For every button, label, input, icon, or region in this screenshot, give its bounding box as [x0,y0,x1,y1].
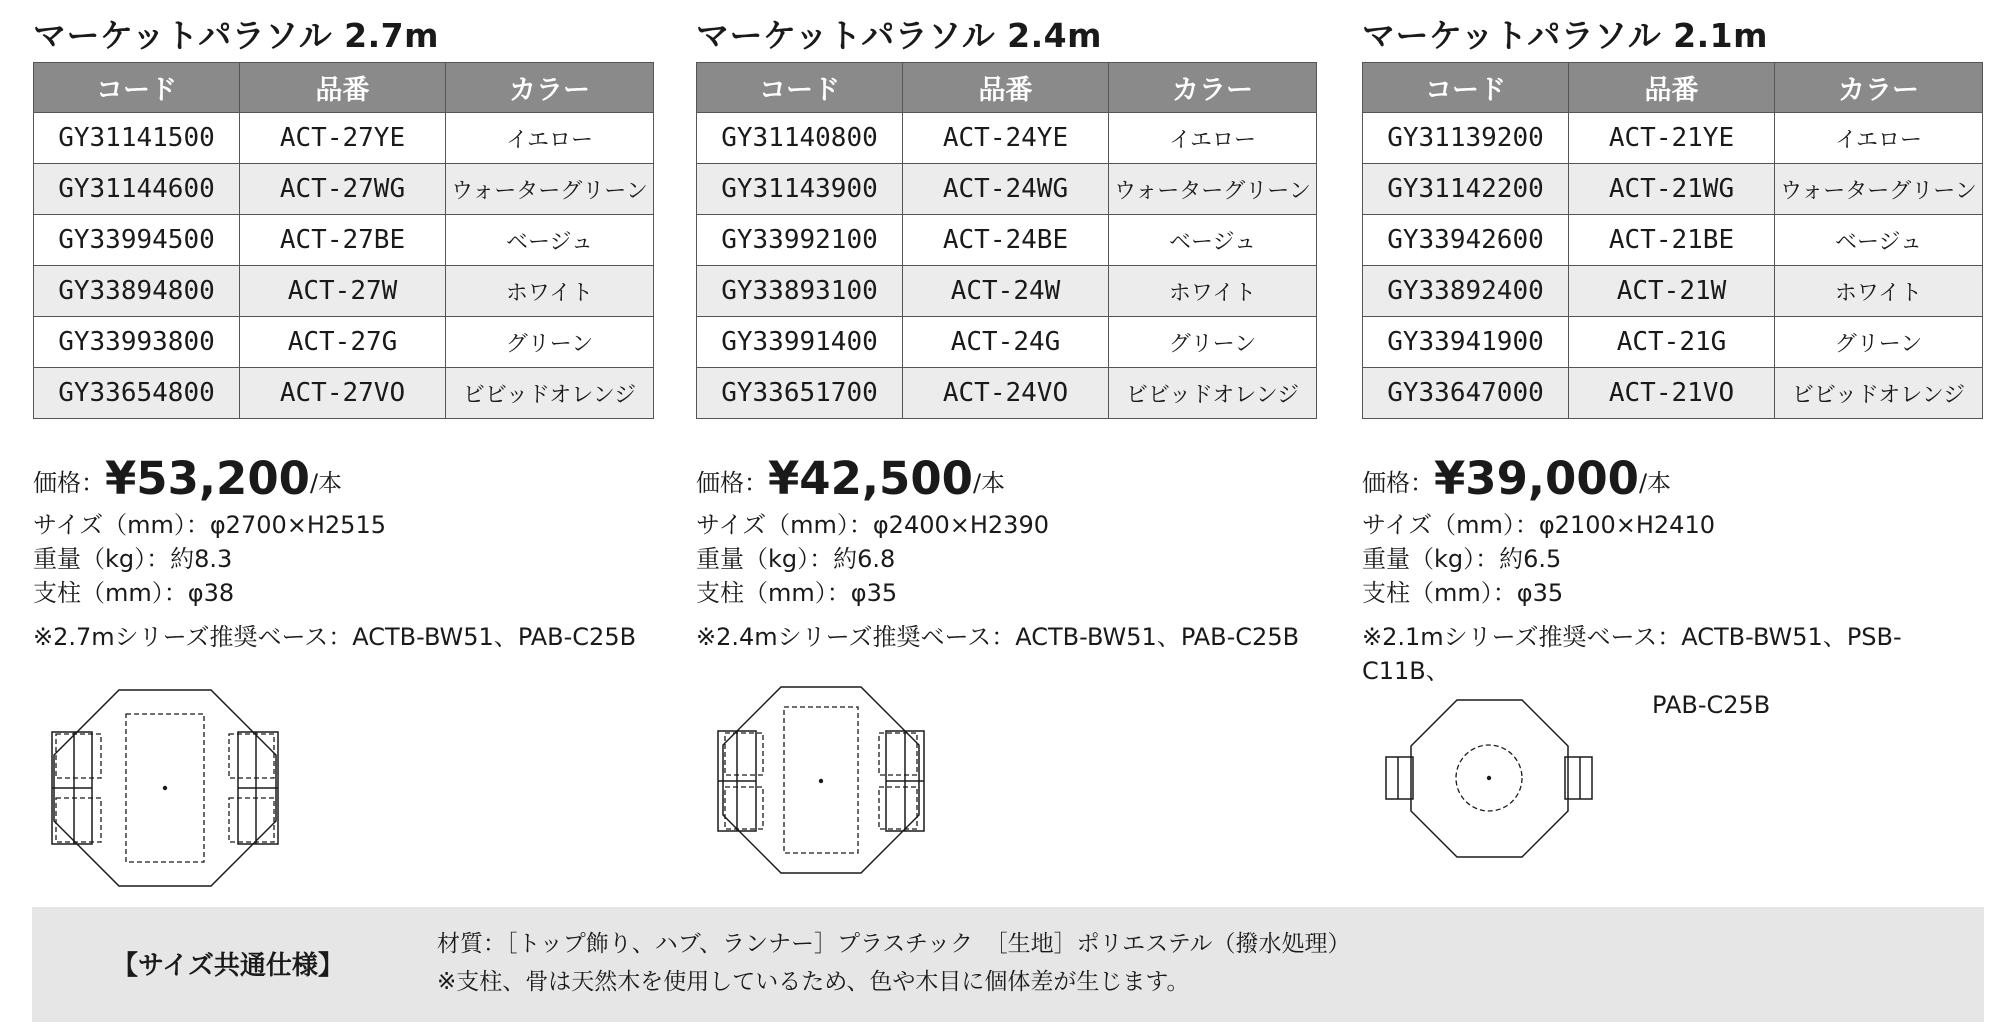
weight-value: 約6.8 [833,545,896,573]
table-row [1363,164,1983,215]
part-cell: ACT-21BE [1569,215,1775,266]
code-cell: GY33991400 [697,317,903,368]
pole-line [696,576,1049,610]
spec-table [696,62,1317,419]
header-code: コード [34,63,240,113]
part-cell: ACT-27W [240,266,446,317]
common-spec-heading: 【サイズ共通仕様】 [112,951,344,981]
weight-label: 重量（kg）： [696,545,834,573]
table-row [34,317,654,368]
table-row [1363,113,1983,164]
part-cell: ACT-24YE [903,113,1109,164]
table-row [1363,266,1983,317]
pole-line [1362,576,1715,610]
table-header-row [1363,63,1983,113]
price-line [33,452,342,505]
part-cell: ACT-21VO [1569,368,1775,419]
part-cell: ACT-27BE [240,215,446,266]
part-cell: ACT-24G [903,317,1109,368]
code-cell: GY31141500 [34,113,240,164]
color-cell: ウォーターグリーン [1109,164,1317,215]
common-spec-text [437,925,1351,1001]
recommended-base-note [696,620,1299,654]
header-part: 品番 [1569,63,1775,113]
weight-value: 約8.3 [170,545,233,573]
code-cell: GY33893100 [697,266,903,317]
table-row [697,368,1317,419]
size-label: サイズ（mm）： [696,511,873,539]
part-cell: ACT-27VO [240,368,446,419]
product-title: マーケットパラソル 2.7m [33,16,440,55]
part-cell: ACT-27YE [240,113,446,164]
color-cell: ビビッドオレンジ [1109,368,1317,419]
size-value: φ2400×H2390 [872,511,1049,539]
spec-table [33,62,654,419]
color-cell: グリーン [446,317,654,368]
color-cell: ビビッドオレンジ [1775,368,1983,419]
color-cell: ビビッドオレンジ [446,368,654,419]
table-row [34,368,654,419]
price-line [1362,452,1671,505]
price-amount: ¥53,200 [105,452,310,505]
spec-list [33,508,386,610]
pole-line [33,576,386,610]
size-line [1362,508,1715,542]
size-label: サイズ（mm）： [33,511,210,539]
code-cell: GY31143900 [697,164,903,215]
pole-label: 支柱（mm）： [33,579,188,607]
layout-diagram [1384,698,1594,858]
spec-list [696,508,1049,610]
weight-label: 重量（kg）： [33,545,171,573]
code-cell: GY33894800 [34,266,240,317]
table-row [1363,368,1983,419]
price-unit: /本 [1638,469,1672,497]
price-amount: ¥39,000 [1434,452,1639,505]
product-title: マーケットパラソル 2.1m [1362,16,1769,55]
recommended-base-note [33,620,636,654]
price-unit: /本 [972,469,1006,497]
spec-list [1362,508,1715,610]
code-cell: GY33651700 [697,368,903,419]
header-color: カラー [1109,63,1317,113]
code-cell: GY33992100 [697,215,903,266]
table-header-row [697,63,1317,113]
common-spec-panel [32,907,1984,1022]
code-cell: GY31142200 [1363,164,1569,215]
part-cell: ACT-21W [1569,266,1775,317]
pole-value: φ35 [850,579,898,607]
part-cell: ACT-24VO [903,368,1109,419]
price-amount: ¥42,500 [768,452,973,505]
size-value: φ2100×H2410 [1538,511,1715,539]
price-label: 価格： [33,469,105,497]
size-line [696,508,1049,542]
color-cell: ウォーターグリーン [446,164,654,215]
code-cell: GY33654800 [34,368,240,419]
part-cell: ACT-21G [1569,317,1775,368]
color-cell: ベージュ [446,215,654,266]
code-cell: GY31140800 [697,113,903,164]
header-code: コード [1363,63,1569,113]
weight-label: 重量（kg）： [1362,545,1500,573]
color-cell: ホワイト [1775,266,1983,317]
weight-value: 約6.5 [1499,545,1562,573]
color-cell: ホワイト [446,266,654,317]
part-cell: ACT-24WG [903,164,1109,215]
table-row [697,317,1317,368]
price-label: 価格： [1362,469,1434,497]
table-row [34,113,654,164]
size-line [33,508,386,542]
color-cell: グリーン [1109,317,1317,368]
weight-line [33,542,386,576]
note-line-1: ※2.7mシリーズ推奨ベース：ACTB-BW51、PAB-C25B [33,623,637,651]
size-value: φ2700×H2515 [209,511,386,539]
part-cell: ACT-21WG [1569,164,1775,215]
code-cell: GY33993800 [34,317,240,368]
code-cell: GY31144600 [34,164,240,215]
note-line-2: PAB-C25B [1652,691,1771,719]
header-part: 品番 [903,63,1109,113]
spec-table [1362,62,1983,419]
table-row [34,164,654,215]
color-cell: イエロー [446,113,654,164]
table-row [1363,317,1983,368]
header-color: カラー [1775,63,1983,113]
header-code: コード [697,63,903,113]
pole-label: 支柱（mm）： [696,579,851,607]
table-header-row [34,63,654,113]
code-cell: GY33994500 [34,215,240,266]
header-color: カラー [446,63,654,113]
color-cell: ベージュ [1775,215,1983,266]
code-cell: GY33892400 [1363,266,1569,317]
table-row [697,164,1317,215]
wood-note-line: ※支柱、骨は天然木を使用しているため、色や木目に個体差が生じます。 [437,969,1190,995]
table-row [697,113,1317,164]
product-title: マーケットパラソル 2.4m [696,16,1103,55]
color-cell: ホワイト [1109,266,1317,317]
part-cell: ACT-21YE [1569,113,1775,164]
layout-diagram [50,688,280,888]
price-unit: /本 [309,469,343,497]
code-cell: GY31139200 [1363,113,1569,164]
table-row [697,215,1317,266]
weight-line [696,542,1049,576]
header-part: 品番 [240,63,446,113]
size-label: サイズ（mm）： [1362,511,1539,539]
code-cell: GY33942600 [1363,215,1569,266]
color-cell: ベージュ [1109,215,1317,266]
part-cell: ACT-24BE [903,215,1109,266]
layout-diagram [716,685,926,875]
color-cell: ウォーターグリーン [1775,164,1983,215]
code-cell: GY33647000 [1363,368,1569,419]
table-row [697,266,1317,317]
pole-label: 支柱（mm）： [1362,579,1517,607]
price-line [696,452,1005,505]
note-line-1: ※2.1mシリーズ推奨ベース：ACTB-BW51、PSB-C11B、 [1362,623,1902,685]
part-cell: ACT-27WG [240,164,446,215]
table-row [1363,215,1983,266]
price-label: 価格： [696,469,768,497]
color-cell: イエロー [1109,113,1317,164]
code-cell: GY33941900 [1363,317,1569,368]
color-cell: イエロー [1775,113,1983,164]
table-row [34,266,654,317]
note-line-1: ※2.4mシリーズ推奨ベース：ACTB-BW51、PAB-C25B [696,623,1300,651]
pole-value: φ35 [1516,579,1564,607]
material-line: 材質：［トップ飾り、ハブ、ランナー］プラスチック ［生地］ポリエステル（撥水処理） [437,931,1351,957]
weight-line [1362,542,1715,576]
table-row [34,215,654,266]
color-cell: グリーン [1775,317,1983,368]
part-cell: ACT-24W [903,266,1109,317]
pole-value: φ38 [187,579,235,607]
part-cell: ACT-27G [240,317,446,368]
